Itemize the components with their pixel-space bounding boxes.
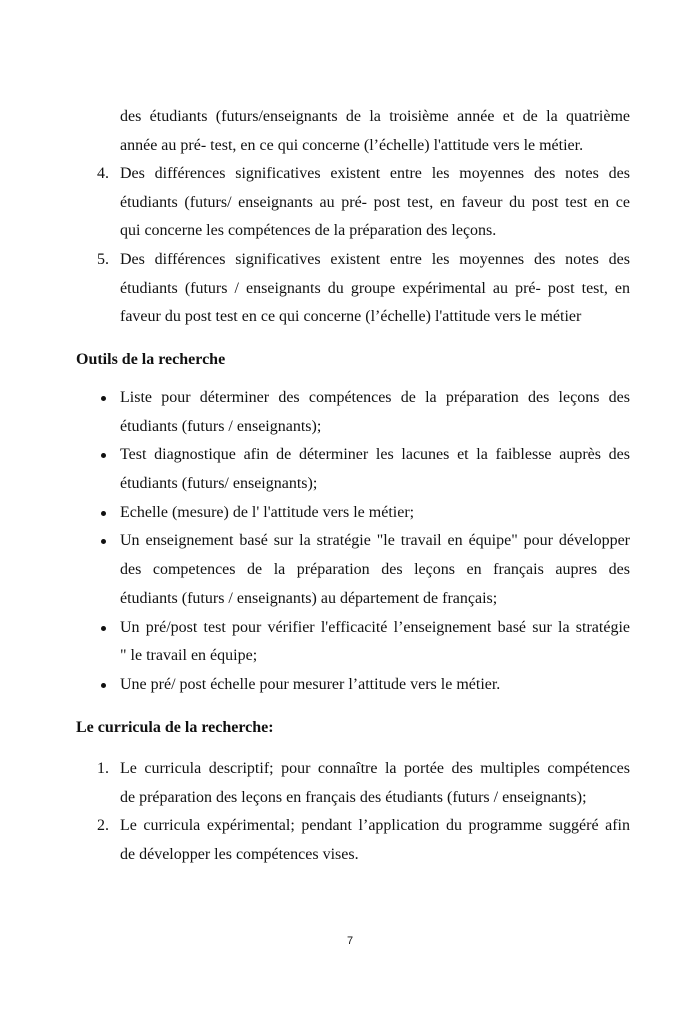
bullet-icon (101, 396, 106, 401)
section-heading-curricula: Le curricula de la recherche: (76, 719, 274, 736)
section-heading-tools: Outils de la recherche (76, 351, 226, 368)
list-item (120, 499, 630, 528)
text-line: des competences de la préparation des leçons en français aupres des (120, 561, 630, 579)
text-line: étudiants (futurs / enseignants); (120, 417, 322, 435)
list-number: 1. (97, 760, 109, 777)
text-line: Le curricula descriptif; pour connaître la portée des multiples compétences (120, 760, 630, 777)
list-item (97, 755, 630, 812)
text-line: de préparation des leçons en français des étudiants (futurs / enseignants); (120, 788, 587, 806)
bullet-icon (101, 539, 106, 544)
text-line: étudiants (futurs / enseignants du groupe expérimental au pré- post test, en (120, 279, 630, 297)
text-line: année au pré- test, en ce qui concerne (l’échelle) l'attitude vers le métier. (120, 136, 584, 154)
text-line: Des différences significatives existent entre les moyennes des notes des (120, 251, 630, 269)
text-line: faveur du post test en ce qui concerne (l’échelle) l'attitude vers le métier (120, 308, 582, 326)
list-item (120, 527, 630, 613)
text-line: Des différences significatives existent entre les moyennes des notes des (120, 165, 630, 182)
intro-paragraph (120, 103, 630, 160)
text-line: étudiants (futurs/ enseignants au pré- post test, en faveur du post test en ce (120, 193, 630, 211)
curricula-list (97, 755, 630, 870)
list-item (120, 671, 630, 700)
text-line: qui concerne les compétences de la préparation des leçons. (120, 222, 497, 240)
tools-list (120, 384, 630, 700)
text-line: Une pré/ post échelle pour mesurer l’attitude vers le métier. (120, 675, 501, 693)
bullet-icon (101, 683, 106, 688)
list-item (97, 160, 630, 246)
bullet-icon (101, 626, 106, 631)
list-number: 5. (97, 251, 109, 269)
text-line: Echelle (mesure) de l' l'attitude vers le métier; (120, 503, 415, 521)
list-item (97, 246, 630, 332)
paragraph (120, 103, 630, 160)
text-line: Le curricula expérimental; pendant l’application du programme suggéré afin (120, 817, 630, 835)
list-item (120, 614, 630, 671)
list-item (120, 384, 630, 441)
bullet-icon (101, 511, 106, 516)
bullet-icon (101, 453, 106, 458)
hypotheses-list (97, 160, 630, 332)
text-line: Test diagnostique afin de déterminer les lacunes et la faiblesse auprès des (120, 446, 630, 464)
text-line: de développer les compétences vises. (120, 846, 359, 864)
text-line: Un pré/post test pour vérifier l'efficacité l’enseignement basé sur la stratégie (120, 618, 630, 636)
list-item (97, 812, 630, 869)
list-number: 4. (97, 165, 109, 182)
text-line: des étudiants (futurs/enseignants de la troisième année et de la quatrième (120, 108, 630, 125)
list-item (120, 441, 630, 498)
text-line: Liste pour déterminer des compétences de la préparation des leçons des (120, 389, 630, 406)
list-number: 2. (97, 817, 109, 835)
text-line: " le travail en équipe; (120, 647, 258, 665)
page-number: 7 (346, 935, 354, 947)
text-line: étudiants (futurs / enseignants) au département de français; (120, 589, 498, 607)
text-line: étudiants (futurs/ enseignants); (120, 475, 318, 493)
text-line: Un enseignement basé sur la stratégie "le travail en équipe" pour développer (120, 532, 630, 550)
